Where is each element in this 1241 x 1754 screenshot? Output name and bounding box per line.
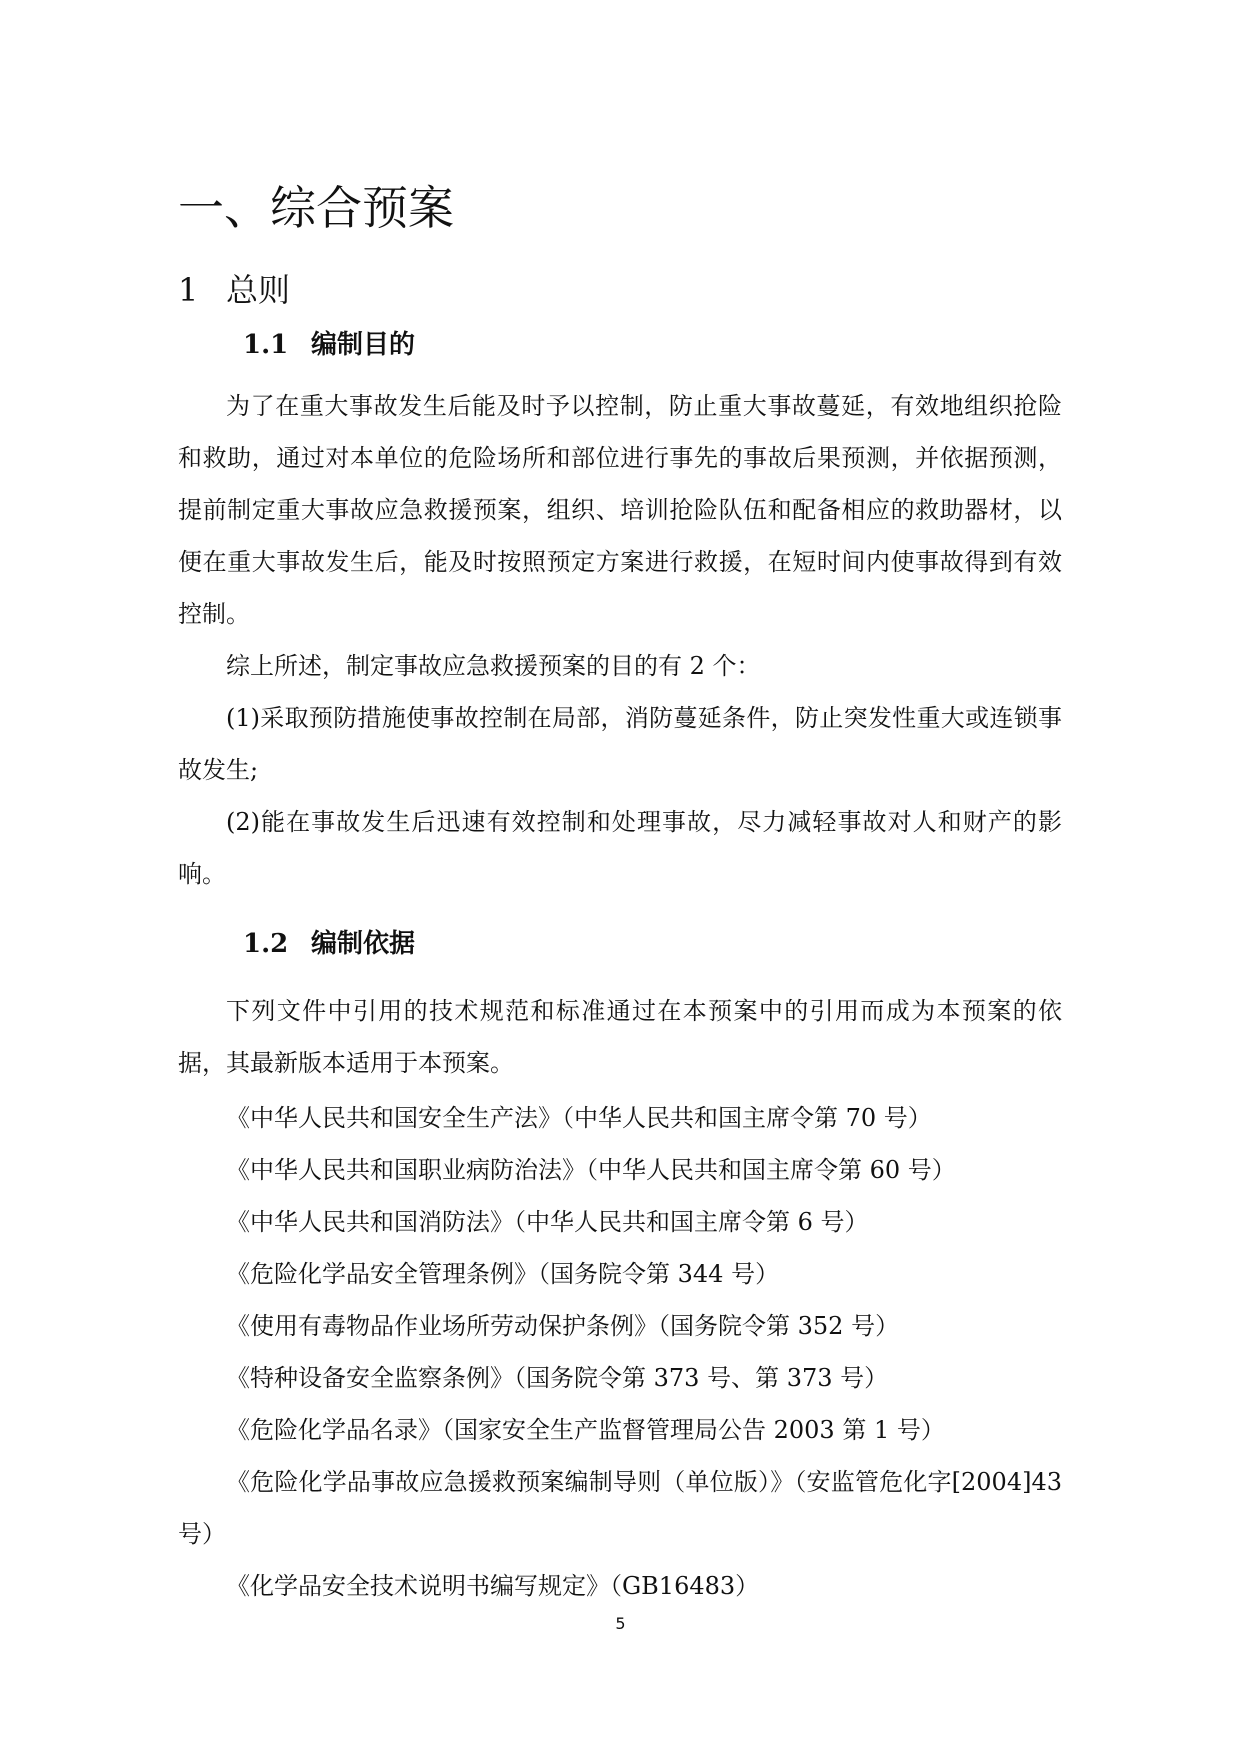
basis-document-item: 《中华人民共和国安全生产法》（中华人民共和国主席令第 70 号） xyxy=(226,1104,932,1132)
purpose-summary: 综上所述，制定事故应急救援预案的目的有 2 个： xyxy=(226,652,761,680)
basis-document-item: 《化学品安全技术说明书编写规定》（GB16483） xyxy=(226,1572,760,1600)
basis-document-list xyxy=(178,1092,1062,1612)
section-number: 1 xyxy=(178,271,199,309)
basis-document-item: 《危险化学品名录》（国家安全生产监督管理局公告 2003 第 1 号） xyxy=(226,1416,945,1444)
basis-document-item: 《中华人民共和国消防法》（中华人民共和国主席令第 6 号） xyxy=(226,1208,869,1236)
subsection-heading-1-2 xyxy=(243,926,415,962)
basis-document-item: 《使用有毒物品作业场所劳动保护条例》（国务院令第 352 号） xyxy=(226,1312,900,1340)
chapter-title: 一、综合预案 xyxy=(178,181,454,235)
subsection-number: 1.1 xyxy=(243,330,289,360)
purpose-paragraph: 为了在重大事故发生后能及时予以控制，防止重大事故蔓延，有效地组织抢险和救助，通过对本单位的危险场所和部位进行事先的事故后果预测，并依据预测，提前制定重大事故应急救援预案，组织、培训抢险队伍和配备相应的救助器材，以便在重大事故发生后，能及时按照预定方案进行救援，在短时间内使事故得到有效控制。 xyxy=(178,392,1062,628)
basis-document-item: 《特种设备安全监察条例》（国务院令第 373 号、第 373 号） xyxy=(226,1364,889,1392)
subsection-title: 编制依据 xyxy=(311,929,416,959)
purpose-item-1: (1)采取预防措施使事故控制在局部，消防蔓延条件，防止突发性重大或连锁事故发生; xyxy=(178,704,1062,784)
subsection-heading-1-1 xyxy=(243,327,415,363)
page-number: 5 xyxy=(615,1614,626,1633)
basis-document-item: 《中华人民共和国职业病防治法》（中华人民共和国主席令第 60 号） xyxy=(226,1156,956,1184)
subsection-number: 1.2 xyxy=(243,929,289,959)
purpose-item-2: (2)能在事故发生后迅速有效控制和处理事故，尽力减轻事故对人和财产的影响。 xyxy=(178,808,1062,888)
section-title: 总则 xyxy=(226,271,291,309)
basis-document-item: 《危险化学品事故应急援救预案编制导则（单位版）》（安监管危化字[2004]43 号） xyxy=(178,1468,1062,1548)
subsection-title: 编制目的 xyxy=(311,330,416,360)
section-heading xyxy=(178,268,290,312)
basis-document-item: 《危险化学品安全管理条例》（国务院令第 344 号） xyxy=(226,1260,780,1288)
basis-intro: 下列文件中引用的技术规范和标准通过在本预案中的引用而成为本预案的依据，其最新版本适用于本预案。 xyxy=(178,997,1062,1077)
